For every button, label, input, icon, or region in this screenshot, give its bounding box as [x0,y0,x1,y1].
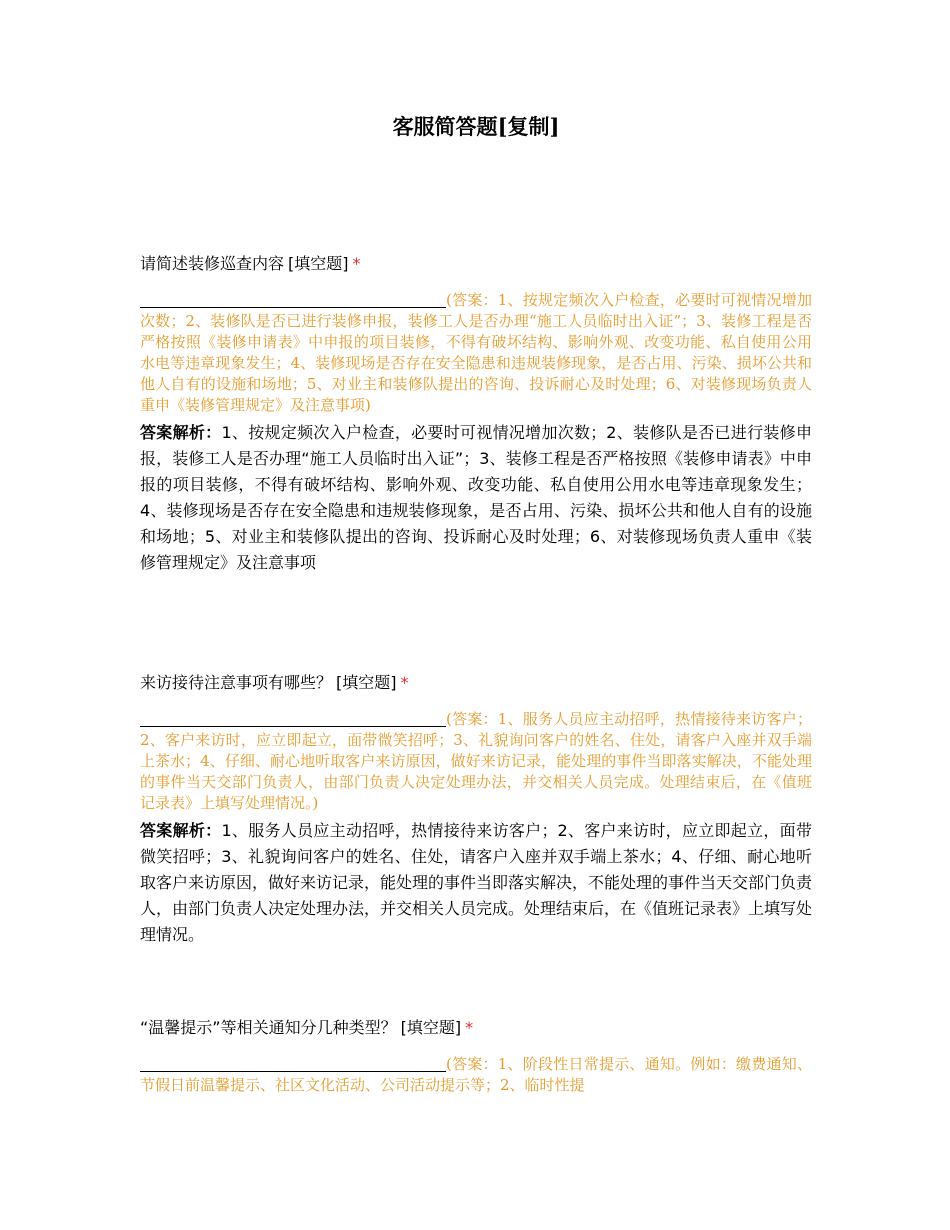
required-mark: * [352,254,361,273]
question-text: 请简述装修巡查内容 [140,254,285,273]
document-title [140,112,812,142]
question-3 [140,1016,812,1096]
question-text: “温馨提示”等相关通知分几种类型？ [140,1018,397,1037]
document-title-bracket: [复制] [497,114,560,139]
answer-text: (答案：1、阶段性日常提示、通知。例如：缴费通知、节假日前温馨提示、社区文化活动、公司活动提示等；2、临时性提 [140,1055,812,1094]
question-type: [填空题] [336,673,397,692]
fill-blank-line[interactable] [140,710,446,727]
question-title [140,252,812,276]
question-title [140,1016,812,1040]
answer-text: (答案：1、服务人员应主动招呼，热情接待来访客户；2、客户来访时，应立即起立，面带微笑招呼；3、礼貌询问客户的姓名、住处，请客户入座并双手端上茶水；4、仔细、耐心地听取客户来访原因，做好来访记录，能处理的事件当即落实解决，不能处理的事件当天交部门负责人，由部门负责人决定处理办法，并交相关人员完成。处理结束后，在《值班记录表》上填写处理情况。) [140,710,812,812]
fill-blank-line[interactable] [140,291,446,308]
document-title-main: 客服简答题 [392,114,498,139]
question-1 [140,252,812,576]
question-title [140,671,812,695]
question-type: [填空题] [400,1018,462,1037]
answer-block [140,1054,812,1096]
question-text: 来访接待注意事项有哪些？ [140,673,333,692]
question-2 [140,671,812,948]
required-mark: * [465,1018,474,1037]
fill-blank-line[interactable] [140,1055,446,1072]
analysis-block [140,420,812,576]
analysis-block [140,818,812,948]
analysis-label: 答案解析： [140,821,222,840]
answer-block [140,709,812,814]
answer-block [140,290,812,416]
answer-text: (答案：1、按规定频次入户检查，必要时可视情况增加次数；2、装修队是否已进行装修申报，装修工人是否办理“施工人员临时出入证”；3、装修工程是否严格按照《装修申请表》中申报的项目装修，不得有破坏结构、影响外观、改变功能、私自使用公用水电等违章现象发生；4、装修现场是否存在安全隐患和违规装修现象，是否占用、污染、损坏公共和他人自有的设施和场地；5、对业主和装修队提出的咨询、投诉耐心及时处理；6、对装修现场负责人重申《装修管理规定》及注意事项) [140,291,812,414]
question-type: [填空题] [288,254,349,273]
required-mark: * [400,673,409,692]
analysis-text: 1、按规定频次入户检查，必要时可视情况增加次数；2、装修队是否已进行装修申报，装修工人是否办理“施工人员临时出入证”；3、装修工程是否严格按照《装修申请表》中申报的项目装修，不得有破坏结构、影响外观、改变功能、私自使用公用水电等违章现象发生；4、装修现场是否存在安全隐患和违规装修现象，是否占用、污染、损坏公共和他人自有的设施和场地；5、对业主和装修队提出的咨询、投诉耐心及时处理；6、对装修现场负责人重申《装修管理规定》及注意事项 [140,423,812,572]
analysis-text: 1、服务人员应主动招呼，热情接待来访客户；2、客户来访时，应立即起立，面带微笑招呼；3、礼貌询问客户的姓名、住处，请客户入座并双手端上茶水；4、仔细、耐心地听取客户来访原因，做好来访记录，能处理的事件当即落实解决，不能处理的事件当天交部门负责人，由部门负责人决定处理办法，并交相关人员完成。处理结束后，在《值班记录表》上填写处理情况。 [140,821,813,944]
analysis-label: 答案解析： [140,423,222,442]
